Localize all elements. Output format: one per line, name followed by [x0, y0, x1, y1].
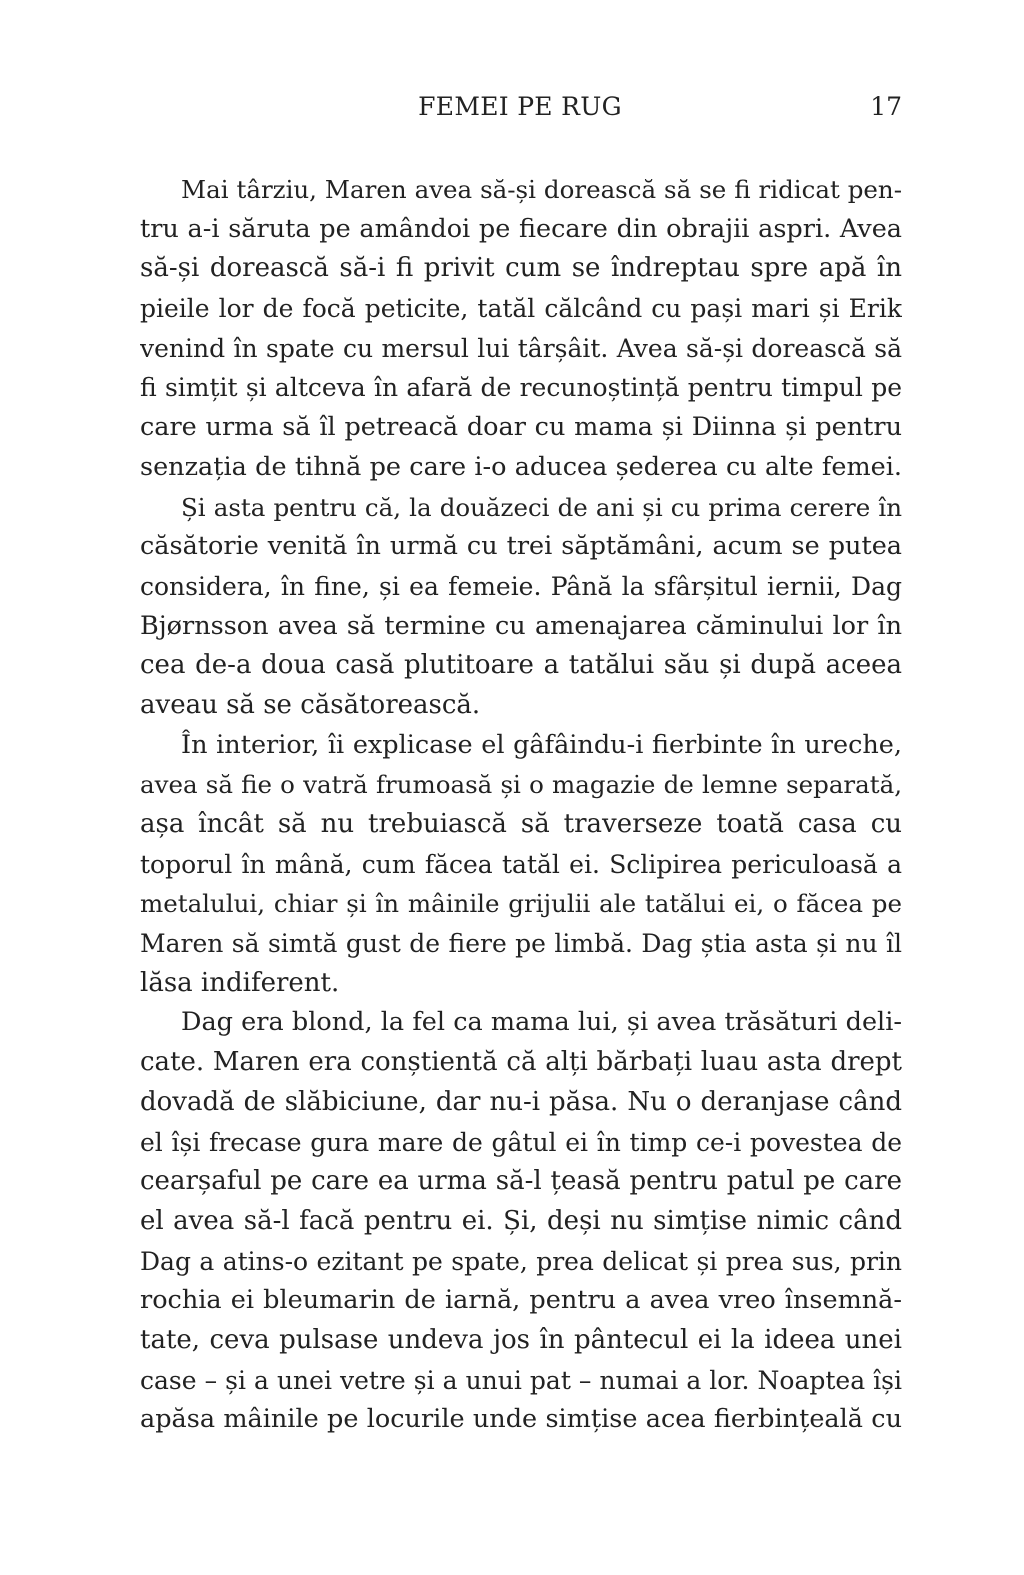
- text-line: venind în spate cu mersul lui târșâit. Avea să-și dorească să: [140, 333, 902, 363]
- text-line: dovadă de slăbiciune, dar nu-i păsa. Nu o deranjase când: [140, 1086, 902, 1117]
- text-line: Dag era blond, la fel ca mama lui, și avea trăsături deli-: [181, 1007, 902, 1038]
- text-line: metalului, chiar și în mâinile grijulii ale tatălui ei, o făcea pe: [140, 889, 902, 919]
- text-line: pieile lor de focă peticite, tatăl călcând cu pași mari și Erik: [140, 294, 902, 324]
- text-line: rochia ei bleumarin de iarnă, pentru a avea vreo însemnă-: [140, 1285, 902, 1316]
- text-line: așa încât să nu trebuiască să traverseze toată casa cu: [140, 809, 902, 839]
- text-line: Dag a atins-o ezitant pe spate, prea delicat și prea sus, prin: [140, 1246, 902, 1276]
- text-line: toporul în mână, cum făcea tatăl ei. Sclipirea periculoasă a: [140, 849, 902, 879]
- text-line: Mai târziu, Maren avea să-și dorească să se fi ridicat pen-: [181, 175, 902, 204]
- text-line: tate, ceva pulsase undeva jos în pântecul ei la ideea unei: [140, 1324, 902, 1355]
- text-line: case – și a unei vetre și a unui pat – numai a lor. Noaptea își: [140, 1365, 902, 1395]
- text-line: senzația de tihnă pe care i-o aducea șederea cu alte femei.: [140, 451, 902, 482]
- book-title: FEMEI PE RUG: [418, 92, 622, 121]
- page-number: 17: [870, 92, 902, 121]
- text-line: lăsa indiferent.: [140, 967, 340, 998]
- text-line: Bjørnsson avea să termine cu amenajarea căminului lor în: [140, 610, 902, 641]
- text-line: aveau să se căsătorească.: [140, 689, 481, 720]
- text-line: În interior, îi explicase el gâfâindu-i fierbinte în ureche,: [181, 729, 902, 760]
- text-line: să-și dorească să-i fi privit cum se îndreptau spre apă în: [140, 253, 902, 284]
- text-line: Și asta pentru că, la douăzeci de ani și cu prima cerere în: [181, 492, 902, 522]
- paragraph-2: [140, 488, 902, 726]
- text-line: căsătorie venită în urmă cu trei săptămâni, acum se putea: [140, 531, 902, 562]
- text-line: avea să fie o vatră frumoasă și o magazie de lemne separată,: [140, 770, 902, 800]
- text-line: apăsa mâinile pe locurile unde simțise acea fierbințeală cu: [140, 1404, 902, 1435]
- running-header: [138, 92, 902, 128]
- text-line: tru a-i săruta pe amândoi pe fiecare din obrajii aspri. Avea: [140, 213, 902, 244]
- paragraph-3: [140, 726, 902, 1004]
- text-line: considera, în fine, și ea femeie. Până la sfârșitul iernii, Dag: [140, 571, 902, 601]
- text-line: cearșaful pe care ea urma să-l țeasă pentru patul pe care: [140, 1166, 902, 1197]
- text-line: el avea să-l facă pentru ei. Și, deși nu simțise nimic când: [140, 1205, 902, 1236]
- text-line: fi simțit și altceva în afară de recunoștință pentru timpul pe: [140, 373, 902, 403]
- text-line: care urma să îl petreacă doar cu mama și Diinna și pentru: [140, 412, 902, 443]
- text-line: Maren să simtă gust de fiere pe limbă. Dag știa asta și nu îl: [140, 929, 902, 959]
- text-line: cate. Maren era conștientă că alți bărbați luau asta drept: [140, 1047, 902, 1078]
- paragraph-1: [140, 170, 902, 488]
- text-line: cea de-a doua casă plutitoare a tatălui său și după aceea: [140, 650, 902, 681]
- paragraph-4: [140, 1003, 902, 1440]
- body-text: [140, 170, 902, 1440]
- text-line: el își frecase gura mare de gâtul ei în timp ce-i povestea de: [140, 1127, 902, 1157]
